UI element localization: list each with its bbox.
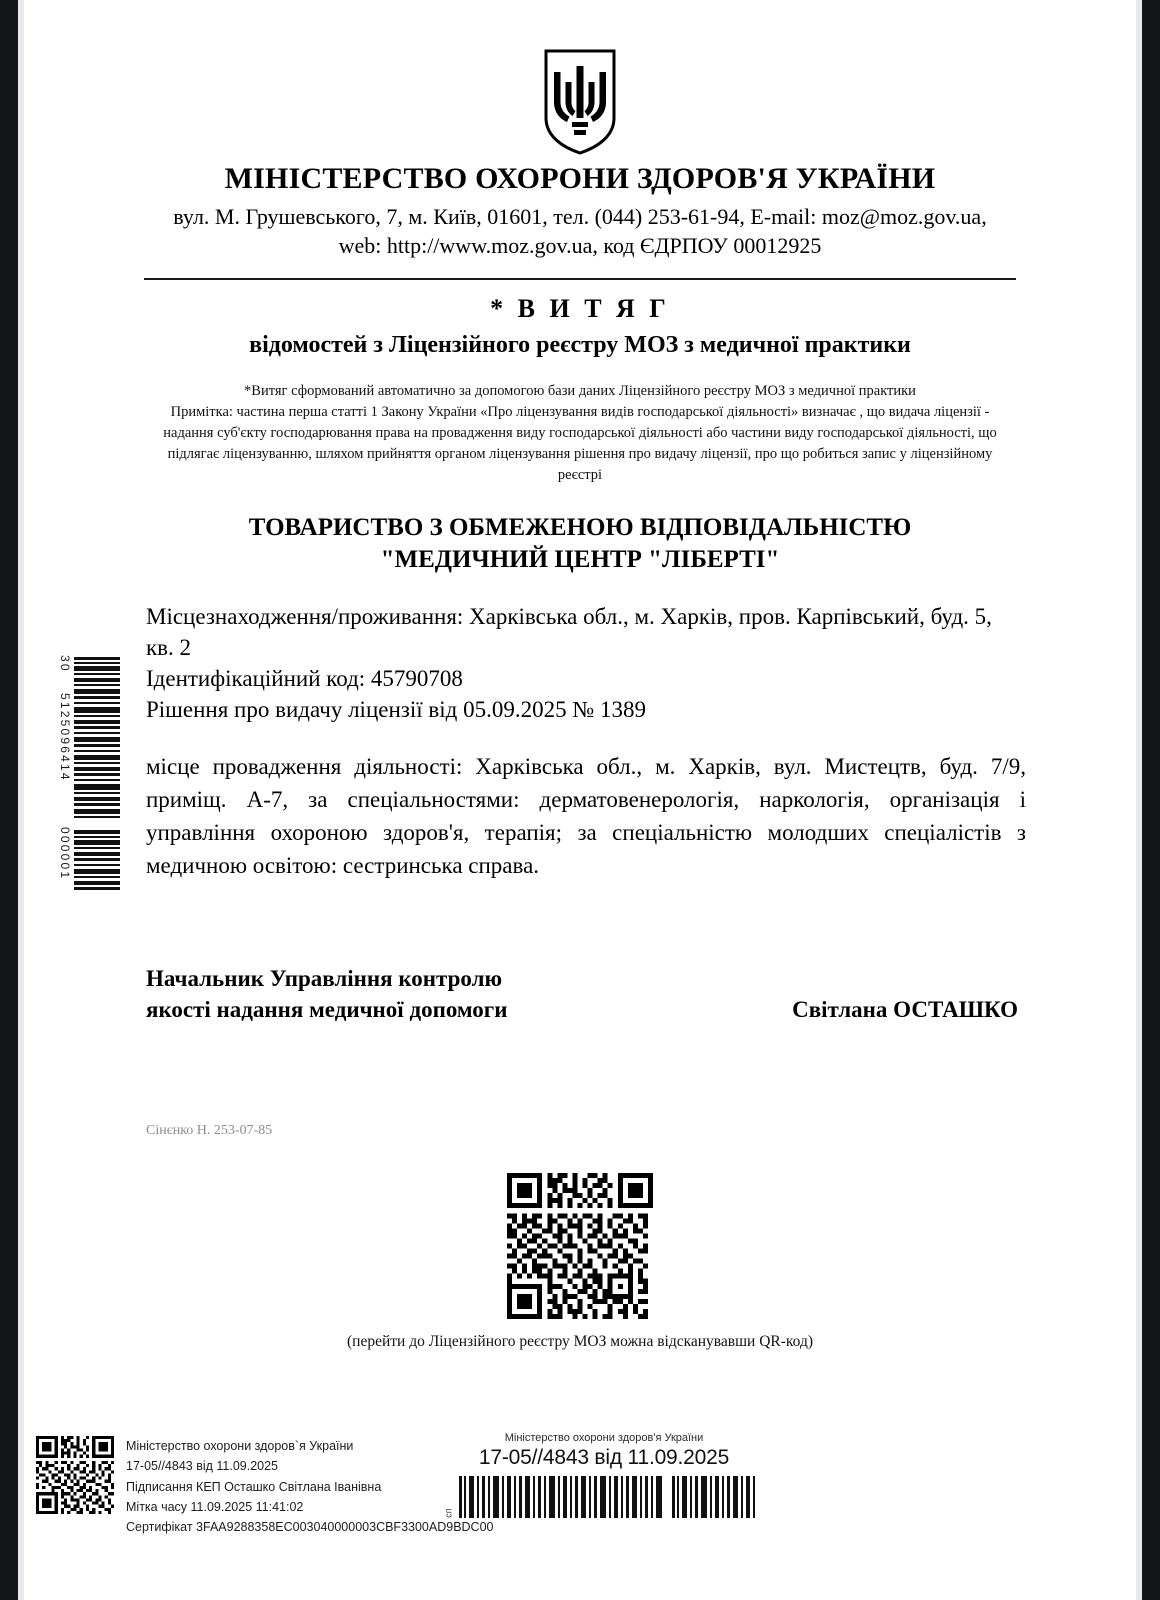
- stamp-doc-no: 17-05//4843 від 11.09.2025: [126, 1459, 279, 1474]
- stamp-org: Міністерство охорони здоров`я України: [126, 1439, 354, 1453]
- entity-location: Місцезнаходження/проживання: Харківська обл., м. Харків, пров. Карпівський, буд. 5, кв. 2: [146, 604, 992, 661]
- stamp-certificate: Сертифікат 3FAA9288358EC003040000003CBF3300AD9BDC00: [126, 1520, 494, 1534]
- note-line-1: *Витяг сформований автоматично за допомогою бази даних Ліцензійного реєстру МОЗ з медичної практики: [244, 383, 916, 400]
- note-line-5: реєстрі: [557, 467, 603, 484]
- side-barcode-bottom-digits: 000001: [58, 827, 72, 881]
- entity-details: [24, 601, 1136, 725]
- qr-area: [24, 1173, 1136, 1351]
- signatory-post-line-1: Начальник Управління контролю: [146, 965, 503, 991]
- activity-place-paragraph: місце провадження діяльності: Харківська обл., м. Харків, вул. Мистецтв, буд. 7/9, приміщ. А-7, за спеціальностями: дерматовенерологія, наркологія, організація і управління охороною здоров'я, терапія; за спеціальністю молодших спеціалістів з медичною освітою: сестринська справа.: [146, 754, 1026, 878]
- footer-barcode-doc-no: 17-05//4843 від 11.09.2025: [478, 1446, 730, 1469]
- side-barcode-main-digits: 5125096414: [58, 693, 72, 782]
- signature-qr-code[interactable]: [36, 1436, 114, 1514]
- note-line-2: Примітка: частина перша статті 1 Закону України «Про ліцензування видів господарської діяльності» визначає , що видача ліцензії -: [170, 404, 990, 421]
- ministry-address-line-1: вул. М. Грушевського, 7, м. Київ, 01601, тел. (044) 253-61-94, E-mail: moz@moz.gov.ua,: [173, 204, 987, 229]
- footer-barcode-bars: [457, 1474, 757, 1518]
- executor-reference: Сінєнко Н. 253-07-85: [146, 1122, 273, 1138]
- note-line-4: підлягає ліцензуванню, шляхом прийняття органом ліцензування рішення про видачу ліцензії, про що робиться запис у ліцензійному: [167, 446, 993, 463]
- footer-barcode-org: Міністерство охорони здоров'я України: [504, 1432, 704, 1444]
- footer-barcode-side-mark: сп: [443, 1508, 454, 1518]
- ministry-title: МІНІСТЕРСТВО ОХОРОНИ ЗДОРОВ'Я УКРАЇНИ: [224, 162, 936, 195]
- ministry-address-line-2: web: http://www.moz.gov.ua, код ЄДРПОУ 00012925: [338, 233, 822, 259]
- stamp-timestamp: Мітка часу 11.09.2025 11:41:02: [126, 1499, 304, 1514]
- entity-name-line-1: ТОВАРИСТВО З ОБМЕЖЕНОЮ ВІДПОВІДАЛЬНІСТЮ: [248, 514, 912, 542]
- page-edge-left: [18, 0, 24, 1600]
- signature-stamp-text: [126, 1436, 494, 1537]
- document-notes: [24, 381, 1136, 486]
- document-kind: * В И Т Я Г: [490, 294, 670, 324]
- footer-barcode-label: [444, 1432, 764, 1518]
- ukraine-trident-coat-of-arms-icon: [543, 48, 617, 156]
- page-gutter-left: [0, 0, 18, 1600]
- footer-barcode-row: [444, 1474, 764, 1518]
- side-barcode-top-digits: 30: [58, 655, 72, 673]
- digital-signature-stamp: [36, 1436, 494, 1537]
- signatory-name: Світлана ОСТАШКО: [792, 996, 1018, 1022]
- note-line-3: надання суб'єкту господарювання права на провадження виду господарської діяльності або частини виду господарської діяльності, що: [163, 425, 997, 442]
- document-subtitle: відомостей з Ліцензійного реєстру МОЗ з медичної практики: [249, 332, 911, 359]
- license-registry-qr-code[interactable]: [507, 1173, 653, 1319]
- side-barcode: [52, 645, 124, 895]
- stamp-signer: Підписання КЕП Осташко Світлана Іванівна: [126, 1479, 382, 1494]
- page-gutter-right: [1142, 0, 1160, 1600]
- header-divider: [144, 278, 1016, 280]
- license-decision: Рішення про видачу ліцензії від 05.09.2025 № 1389: [146, 697, 647, 723]
- document-page: [24, 0, 1136, 1600]
- signatory-post-line-2: якості надання медичної допомоги: [146, 996, 508, 1022]
- signature-block: [24, 963, 1136, 1025]
- footer-stamp-area: [24, 1432, 1136, 1562]
- entity-name-line-2: "МЕДИЧНИЙ ЦЕНТР "ЛІБЕРТІ": [380, 545, 780, 573]
- qr-caption: (перейти до Ліцензійного реєстру МОЗ можна відсканувавши QR-код): [346, 1332, 814, 1350]
- emblem-container: [24, 0, 1136, 156]
- signatory-post: [146, 963, 507, 1025]
- entity-tax-code: Ідентифікаційний код: 45790708: [146, 666, 463, 692]
- entity-name: [24, 512, 1136, 575]
- ministry-address: [24, 202, 1136, 260]
